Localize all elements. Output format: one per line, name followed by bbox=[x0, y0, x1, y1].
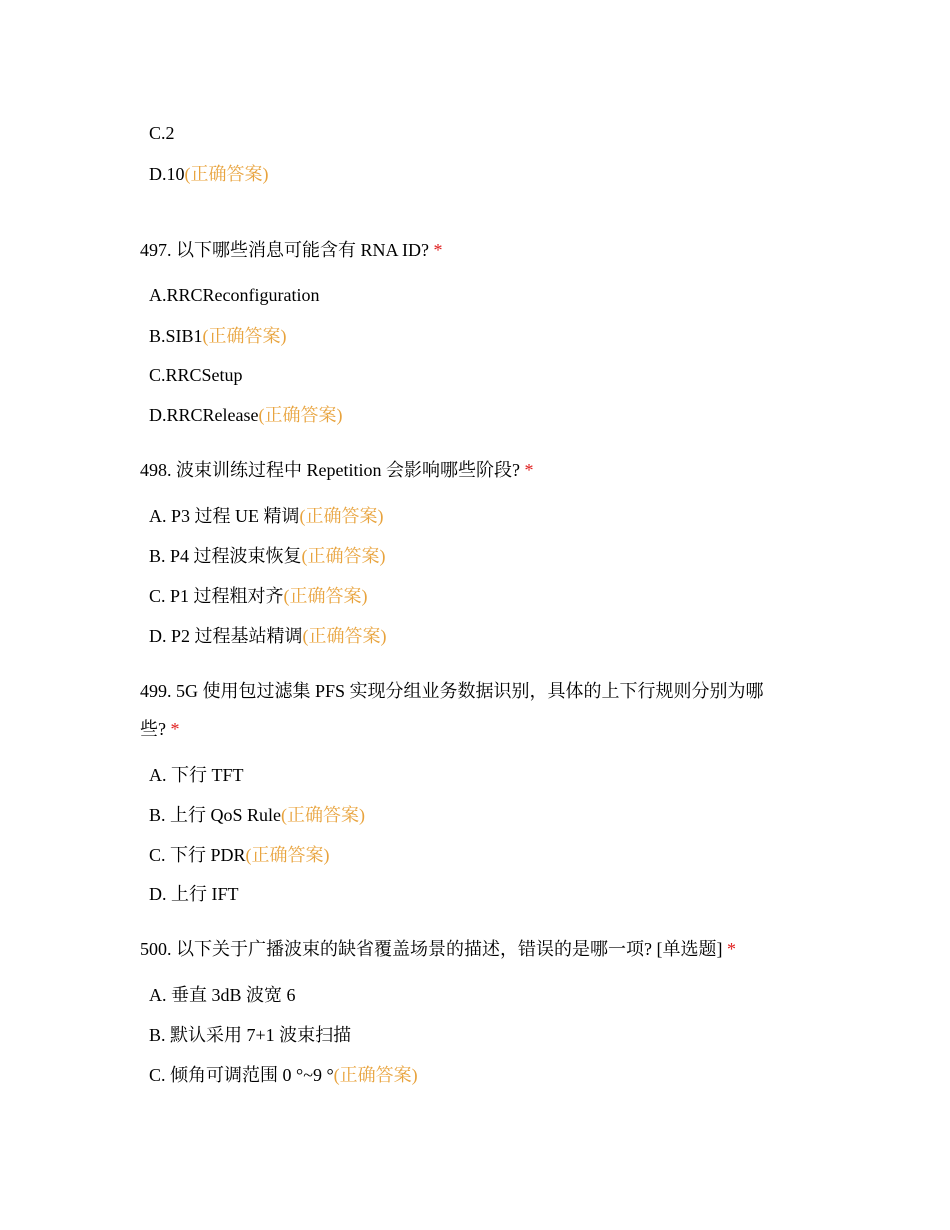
correct-answer-mark: (正确答案) bbox=[299, 506, 384, 526]
option-text: C.RRCSetup bbox=[149, 365, 243, 385]
option-a bbox=[149, 983, 296, 1007]
option-text: C. P1 过程粗对齐 bbox=[149, 586, 284, 606]
option-b bbox=[149, 544, 386, 568]
question-text: 497. 以下哪些消息可能含有 RNA ID? bbox=[140, 240, 434, 260]
option-d bbox=[149, 162, 269, 186]
option-text: A. P3 过程 UE 精调 bbox=[149, 506, 300, 526]
required-star: * bbox=[170, 719, 180, 739]
question-text: 499. 5G 使用包过滤集 PFS 实现分组业务数据识别，具体的上下行规则分别为哪 bbox=[140, 681, 764, 701]
question-497-title bbox=[140, 238, 443, 262]
option-d bbox=[149, 624, 387, 648]
option-text: C.2 bbox=[149, 123, 175, 143]
option-text: A. 垂直 3dB 波宽 6 bbox=[149, 985, 296, 1005]
question-499-title-line-2 bbox=[140, 717, 180, 741]
correct-answer-mark: (正确答案) bbox=[283, 586, 368, 606]
correct-answer-mark: (正确答案) bbox=[301, 546, 386, 566]
correct-answer-mark: (正确答案) bbox=[258, 405, 343, 425]
option-c bbox=[149, 121, 175, 145]
option-b bbox=[149, 1023, 351, 1047]
option-text: D.RRCRelease bbox=[149, 405, 259, 425]
option-a bbox=[149, 504, 384, 528]
option-text: A.RRCReconfiguration bbox=[149, 285, 320, 305]
correct-answer-mark: (正确答案) bbox=[281, 805, 366, 825]
required-star: * bbox=[726, 939, 736, 959]
correct-answer-mark: (正确答案) bbox=[245, 845, 330, 865]
option-d bbox=[149, 882, 239, 906]
question-text: 500. 以下关于广播波束的缺省覆盖场景的描述，错误的是哪一项? [单选题] bbox=[140, 939, 727, 959]
option-a bbox=[149, 763, 244, 787]
option-b bbox=[149, 324, 287, 348]
option-text: B.SIB1 bbox=[149, 326, 203, 346]
correct-answer-mark: (正确答案) bbox=[202, 326, 287, 346]
option-b bbox=[149, 803, 365, 827]
option-c bbox=[149, 1063, 418, 1087]
question-498-title bbox=[140, 458, 533, 482]
question-500-title bbox=[140, 937, 736, 961]
question-text: 498. 波束训练过程中 Repetition 会影响哪些阶段? bbox=[140, 460, 525, 480]
correct-answer-mark: (正确答案) bbox=[333, 1065, 418, 1085]
correct-answer-mark: (正确答案) bbox=[302, 626, 387, 646]
required-star: * bbox=[433, 240, 443, 260]
option-text: C. 下行 PDR bbox=[149, 845, 246, 865]
option-text: D. 上行 IFT bbox=[149, 884, 239, 904]
required-star: * bbox=[524, 460, 534, 480]
option-text: D.10 bbox=[149, 164, 185, 184]
option-a bbox=[149, 283, 319, 307]
option-d bbox=[149, 403, 343, 427]
option-text: B. 上行 QoS Rule bbox=[149, 805, 282, 825]
option-text: B. P4 过程波束恢复 bbox=[149, 546, 302, 566]
correct-answer-mark: (正确答案) bbox=[184, 164, 269, 184]
option-text: A. 下行 TFT bbox=[149, 765, 244, 785]
option-c bbox=[149, 843, 330, 867]
option-c bbox=[149, 363, 243, 387]
question-text: 些? bbox=[140, 719, 171, 739]
option-text: C. 倾角可调范围 0 °~9 ° bbox=[149, 1065, 334, 1085]
option-c bbox=[149, 584, 368, 608]
question-499-title-line-1 bbox=[140, 679, 764, 703]
option-text: D. P2 过程基站精调 bbox=[149, 626, 303, 646]
option-text: B. 默认采用 7+1 波束扫描 bbox=[149, 1025, 352, 1045]
